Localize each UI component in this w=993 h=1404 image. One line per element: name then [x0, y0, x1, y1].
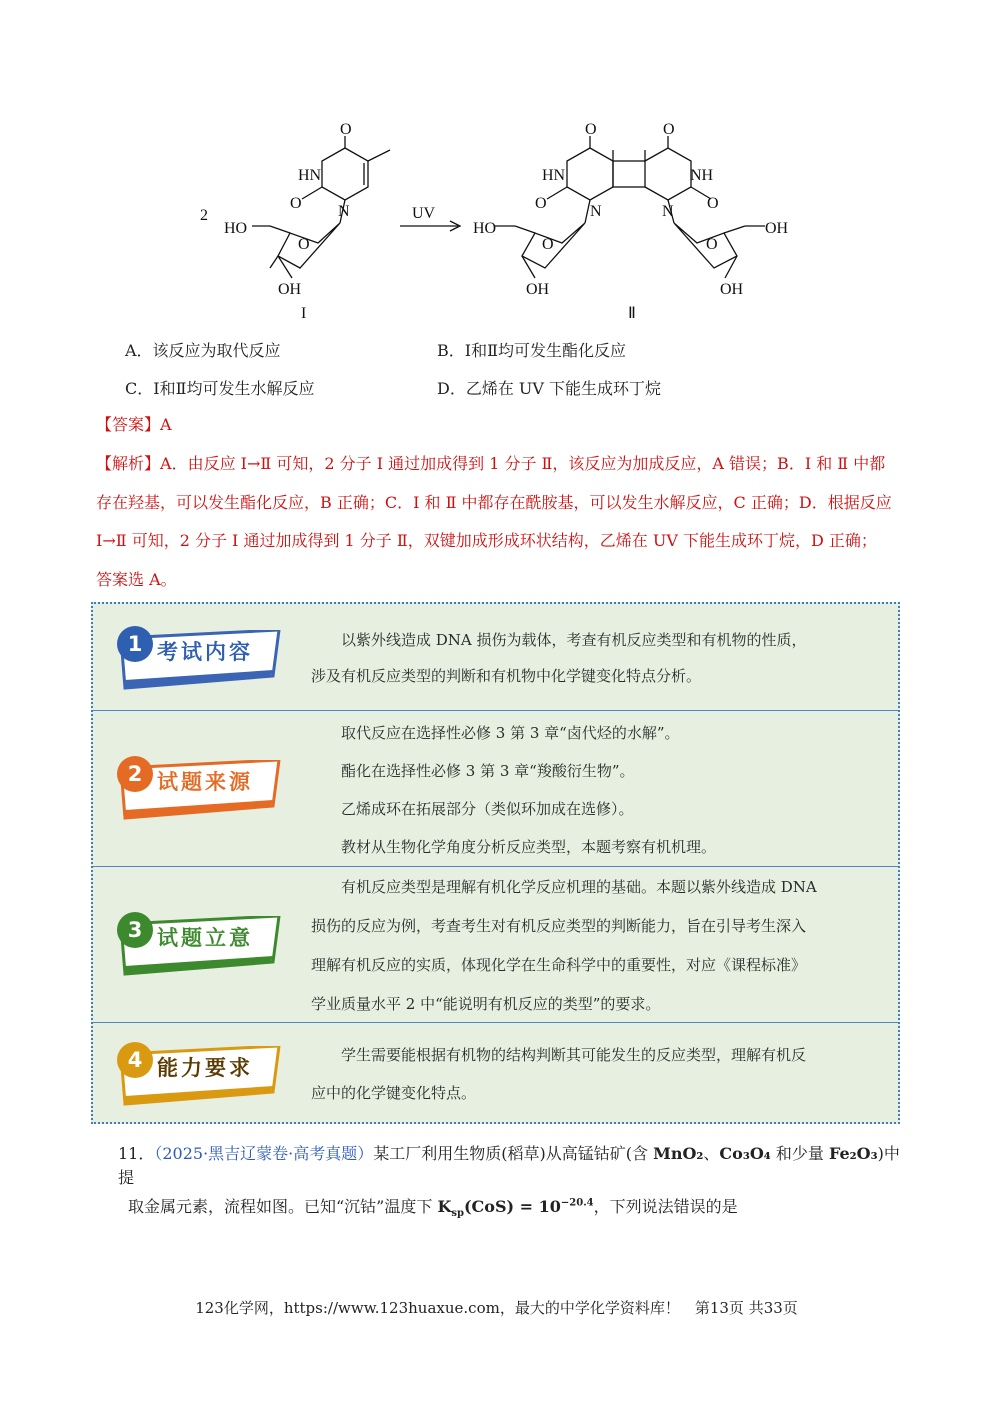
atom-o: O	[340, 121, 352, 138]
row-line: 乙烯成环在拓展部分（类似环加成在选修）。	[341, 800, 634, 818]
atom-n: N	[662, 203, 674, 220]
atom-nh: NH	[690, 167, 714, 184]
atom-hn: HN	[542, 167, 566, 184]
panel-row-ability	[93, 1022, 898, 1122]
analysis-label: 【解析】	[96, 454, 161, 473]
answer-label: 【答案】	[96, 415, 161, 434]
badge-title: 考试内容	[157, 639, 253, 664]
row-line: 学业质量水平 2 中“能说明有机反应的类型”的要求。	[311, 995, 661, 1013]
badge-title: 试题来源	[157, 769, 253, 794]
row-text	[311, 622, 893, 694]
badge-number: 1	[117, 626, 153, 662]
analysis	[96, 445, 896, 599]
atom-o: O	[542, 236, 554, 253]
formula-co3o4: Co₃O₄	[719, 1144, 771, 1163]
analysis-text: A．由反应 Ⅰ→Ⅱ 可知，2 分子 Ⅰ 通过加成得到 1 分子 Ⅱ，该反应为加成反应，A 错误；B．Ⅰ 和 Ⅱ 中都存在羟基，可以发生酯化反应，B 正确；C．Ⅰ 和 Ⅱ 中都存在酰胺基，可以发生水解反应，C 正确；D．根据反应 Ⅰ→Ⅱ 可知，2 分子 Ⅰ 通过加成得到 1 分子 Ⅱ，双键加成形成环状结构，乙烯在 UV 下能生成环丁烷，D 正确； 答案选 A。	[96, 454, 892, 589]
row-line: 损伤的反应为例，考查考生对有机反应类型的判断能力，旨在引导考生深入	[311, 917, 807, 935]
atom-o: O	[535, 195, 547, 212]
question-text: 某工厂利用生物质(稻草)从高锰钴矿(含	[373, 1144, 654, 1163]
option-c: C．Ⅰ和Ⅱ均可发生水解反应	[125, 379, 315, 398]
panel-row-intent	[93, 866, 898, 1023]
badge-title: 能力要求	[157, 1055, 253, 1080]
badge-exam-content	[111, 630, 281, 676]
row-text	[311, 1036, 893, 1112]
row-line: 应中的化学键变化特点。	[311, 1084, 477, 1102]
atom-ho: HO	[224, 220, 248, 237]
atom-hn: HN	[298, 167, 322, 184]
badge-number: 2	[117, 756, 153, 792]
row-line: 以紫外线造成 DNA 损伤为载体，考查有机反应类型和有机物的性质，	[341, 631, 807, 649]
option-d: D．乙烯在 UV 下能生成环丁烷	[437, 379, 662, 398]
row-line: 教材从生物化学角度分析反应类型，本题考察有机机理。	[341, 838, 717, 856]
page-footer: 123化学网，https://www.123huaxue.com，最大的中学化学资料库！ 第13页 共33页	[195, 1299, 798, 1317]
option-a: A．该反应为取代反应	[125, 341, 281, 360]
row-line: 酯化在选择性必修 3 第 3 章“羧酸衍生物”。	[341, 762, 635, 780]
badge-ability	[111, 1046, 281, 1092]
atom-oh: OH	[720, 281, 744, 298]
formula-fe2o3: Fe₂O₃	[828, 1144, 878, 1163]
answer-line	[96, 406, 172, 444]
atom-o: O	[585, 121, 597, 138]
atom-oh: OH	[765, 220, 789, 237]
atom-o: O	[707, 195, 719, 212]
atom-n: N	[590, 203, 602, 220]
row-line: 有机反应类型是理解有机化学反应机理的基础。本题以紫外线造成 DNA	[341, 878, 817, 896]
atom-n: N	[338, 203, 350, 220]
compound-ii-label: Ⅱ	[628, 305, 636, 322]
ksp-subscript: sp	[451, 1208, 464, 1220]
row-line: 学生需要能根据有机物的结构判断其可能发生的反应类型，理解有机反	[341, 1046, 807, 1064]
atom-oh: OH	[526, 281, 550, 298]
coefficient: 2	[200, 207, 208, 224]
question-source: （2025·黑吉辽蒙卷·高考真题）	[154, 1144, 374, 1163]
separator: 、	[703, 1144, 720, 1163]
badge-number: 4	[117, 1042, 153, 1078]
badge-number: 3	[117, 912, 153, 948]
row-line: 取代反应在选择性必修 3 第 3 章“卤代烃的水解”。	[341, 724, 680, 742]
atom-o: O	[663, 121, 675, 138]
question-text: 和少量	[770, 1144, 829, 1163]
ksp-exponent: −20.4	[560, 1197, 594, 1209]
option-b: B．Ⅰ和Ⅱ均可发生酯化反应	[437, 341, 626, 360]
question-number: 11．	[118, 1144, 155, 1163]
question-text: )中提	[118, 1144, 900, 1187]
formula-mno2: MnO₂	[653, 1144, 704, 1163]
row-text	[311, 868, 893, 1024]
answer-value: A	[160, 415, 172, 434]
panel-row-exam-content	[93, 604, 898, 711]
panel-row-source	[93, 710, 898, 867]
reaction-scheme	[190, 118, 810, 328]
compound-i-label: I	[301, 305, 307, 322]
badge-title: 试题立意	[157, 925, 253, 950]
badge-source	[111, 760, 281, 806]
atom-o: O	[706, 236, 718, 253]
atom-oh: OH	[278, 281, 302, 298]
question-text: ，下列说法错误的是	[593, 1197, 738, 1216]
row-line: 涉及有机反应类型的判断和有机物中化学键变化特点分析。	[311, 667, 702, 685]
arrow-label: UV	[412, 205, 436, 222]
atom-o: O	[298, 236, 310, 253]
question-11-line2	[128, 1194, 738, 1219]
row-text	[341, 714, 923, 866]
question-text: 取金属元素，流程如图。已知“沉钴”温度下	[128, 1197, 438, 1216]
question-11-line1	[118, 1142, 908, 1190]
ksp-argument: (CoS) = 10	[463, 1197, 561, 1216]
info-panel	[91, 602, 900, 1124]
atom-o: O	[290, 195, 302, 212]
ksp-symbol: K	[437, 1197, 452, 1216]
badge-intent	[111, 916, 281, 962]
atom-ho: HO	[473, 220, 497, 237]
row-line: 理解有机反应的实质，体现化学在生命科学中的重要性，对应《课程标准》	[311, 956, 807, 974]
